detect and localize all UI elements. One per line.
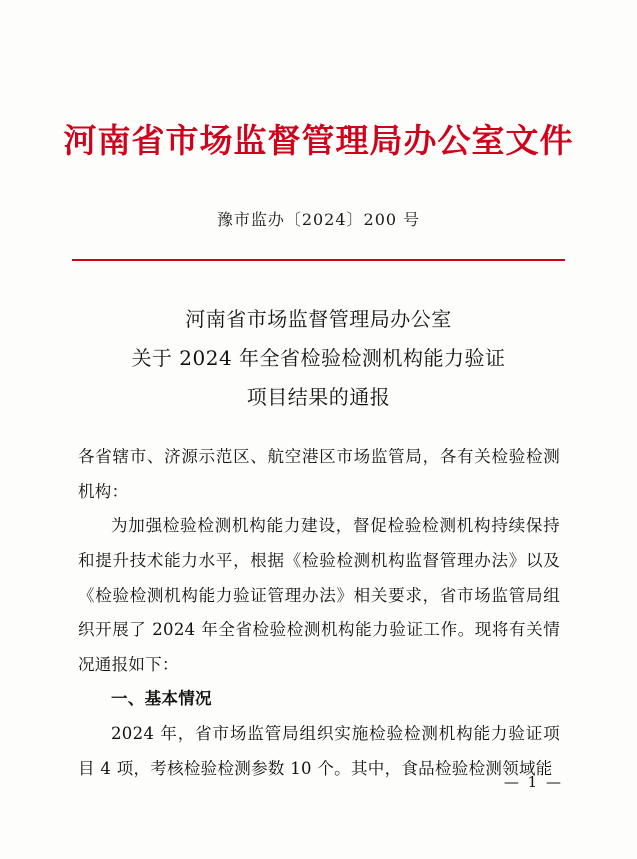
intro-paragraph: 为加强检验检测机构能力建设，督促检验检测机构持续保持和提升技术能力水平，根据《检验检测机构监督管理办法》以及《检验检测机构能力验证管理办法》相关要求，省市场监管局组织开展了 2024 年全省检验检测机构能力验证工作。现将有关情况通报如下： xyxy=(78,516,560,674)
document-subject xyxy=(0,300,637,417)
document-body xyxy=(78,440,560,786)
subject-line-1: 河南省市场监督管理局办公室 xyxy=(185,307,452,331)
red-divider-rule xyxy=(72,259,565,261)
subject-line-3: 项目结果的通报 xyxy=(246,385,391,409)
document-header xyxy=(0,120,637,230)
document-number: 豫市监办〔2024〕200 号 xyxy=(216,210,421,230)
issuing-authority-title: 河南省市场监督管理局办公室文件 xyxy=(63,121,574,160)
subject-line-2: 关于 2024 年全省检验检测机构能力验证 xyxy=(131,346,506,370)
addressee-paragraph: 各省辖市、济源示范区、航空港区市场监管局，各有关检验检测机构： xyxy=(78,447,560,501)
page-number-footer: — 1 — xyxy=(503,773,563,791)
section-one-paragraph: 2024 年，省市场监管局组织实施检验检测机构能力验证项目 4 项，考核检验检测参数 10 个。其中，食品检验检测领域能 xyxy=(78,724,560,778)
section-heading-one: 一、基本情况 xyxy=(111,689,212,709)
